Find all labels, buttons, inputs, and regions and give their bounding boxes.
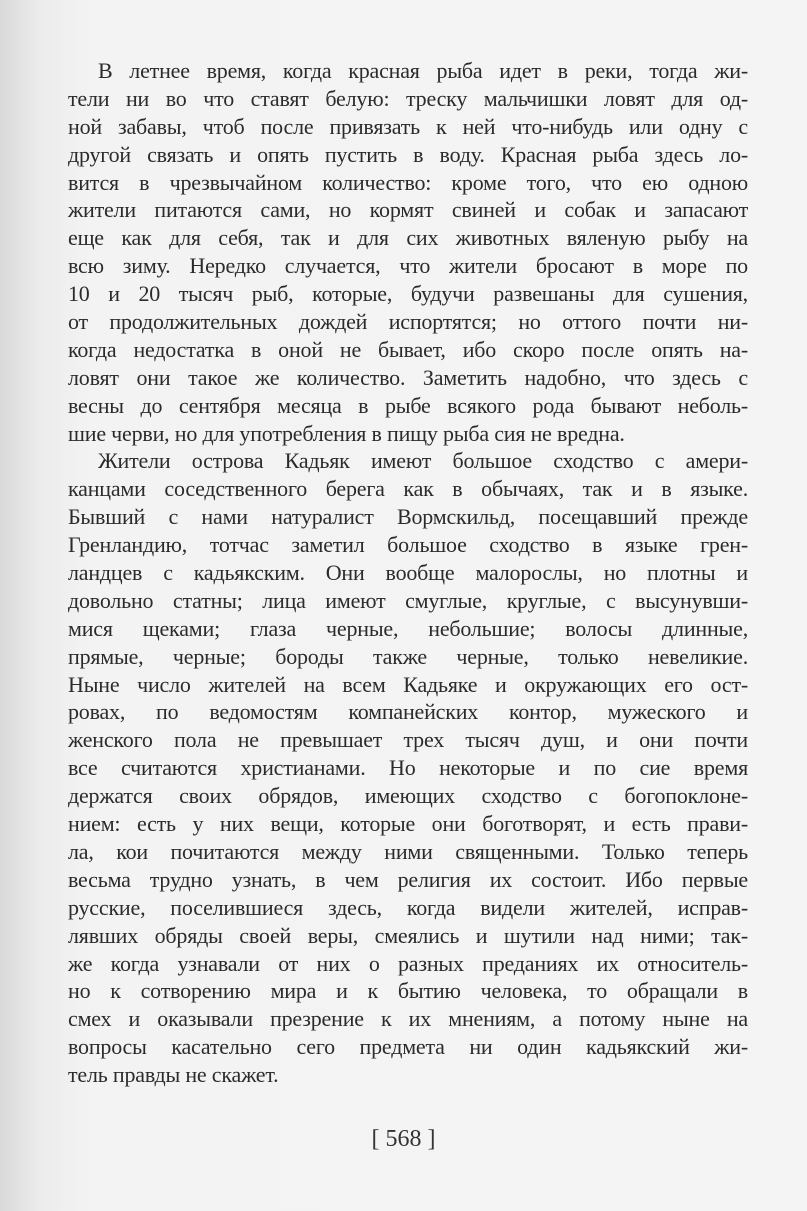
- text-line: довольно статны; лица имеют смуглые, круглые, с высунувши-: [68, 587, 748, 613]
- text-line: ровах, по ведомостям компанейских контор, мужеского и: [68, 699, 748, 725]
- text-line: же когда узнавали от них о разных преданиях их относитель-: [68, 950, 748, 976]
- text-line: русские, поселившиеся здесь, когда видели жителей, исправ-: [68, 894, 748, 920]
- text-line: женского пола не превышает трех тысяч душ, и они почти: [68, 727, 748, 753]
- text-line: весны до сентября месяца в рыбе всякого рода бывают неболь-: [68, 392, 748, 418]
- text-line: Ныне число жителей на всем Кадьяке и окружающих его ост-: [68, 671, 748, 697]
- text-line: смех и оказывали презрение к их мнениям, а потому ныне на: [68, 1006, 748, 1032]
- text-line: 10 и 20 тысяч рыб, которые, будучи развешаны для сушения,: [68, 281, 748, 307]
- text-line: Бывший с нами натуралист Вормскильд, посещавший прежде: [68, 504, 748, 530]
- text-line: весьма трудно узнать, в чем религия их состоит. Ибо первые: [68, 866, 748, 892]
- text-line: другой связать и опять пустить в воду. Красная рыба здесь ло-: [68, 141, 748, 167]
- text-line: канцами соседственного берега как в обычаях, так и в языке.: [68, 476, 748, 502]
- text-line: ла, кои почитаются между ними священными. Только теперь: [68, 838, 748, 864]
- text-line: когда недостатка в оной не бывает, ибо скоро после опять на-: [68, 336, 748, 362]
- text-line: нием: есть у них вещи, которые они боготворят, и есть прави-: [68, 811, 748, 837]
- text-line: Гренландию, тотчас заметил большое сходство в языке грен-: [68, 532, 748, 558]
- text-line: ловят они такое же количество. Заметить надобно, что здесь с: [68, 364, 748, 390]
- text-line: жители питаются сами, но кормят свиней и собак и запасают: [68, 197, 748, 223]
- text-line: тели ни во что ставят белую: треску мальчишки ловят для од-: [68, 85, 748, 111]
- text-line: прямые, черные; бороды также черные, только невеликие.: [68, 643, 748, 669]
- text-line: все считаются христианами. Но некоторые и по сие время: [68, 755, 748, 781]
- text-line: мися щеками; глаза черные, небольшие; волосы длинные,: [68, 615, 748, 641]
- page-number: [ 568 ]: [371, 1126, 436, 1152]
- text-line: шие черви, но для употребления в пищу рыба сия не вредна.: [68, 420, 625, 446]
- text-line: еще как для себя, так и для сих животных вяленую рыбу на: [68, 225, 748, 251]
- text-line: всю зиму. Нередко случается, что жители бросают в море по: [68, 253, 748, 279]
- text-line: но к сотворению мира и к бытию человека, то обращали в: [68, 978, 748, 1004]
- text-line: вопросы касательно сего предмета ни один кадьякский жи-: [68, 1034, 748, 1060]
- text-line: вится в чрезвычайном количество: кроме того, что ею одною: [68, 169, 748, 195]
- text-line: В летнее время, когда красная рыба идет в реки, тогда жи-: [98, 58, 748, 83]
- text-line: тель правды не скажет.: [68, 1062, 279, 1088]
- paragraph: [68, 57, 748, 447]
- paragraph: [68, 447, 748, 1088]
- text-line: лявших обряды своей веры, смеялись и шутили над ними; так-: [68, 922, 748, 948]
- page-body-text: [68, 57, 748, 1089]
- text-line: ландцев с кадьякским. Они вообще малорослы, но плотны и: [68, 560, 748, 586]
- text-line: Жители острова Кадьяк имеют большое сходство с амери-: [98, 448, 748, 474]
- text-line: держатся своих обрядов, имеющих сходство с богопоклоне-: [68, 783, 748, 809]
- text-line: от продолжительных дождей испортятся; но оттого почти ни-: [68, 309, 748, 335]
- text-line: ной забавы, чтоб после привязать к ней что-нибудь или одну с: [68, 113, 748, 139]
